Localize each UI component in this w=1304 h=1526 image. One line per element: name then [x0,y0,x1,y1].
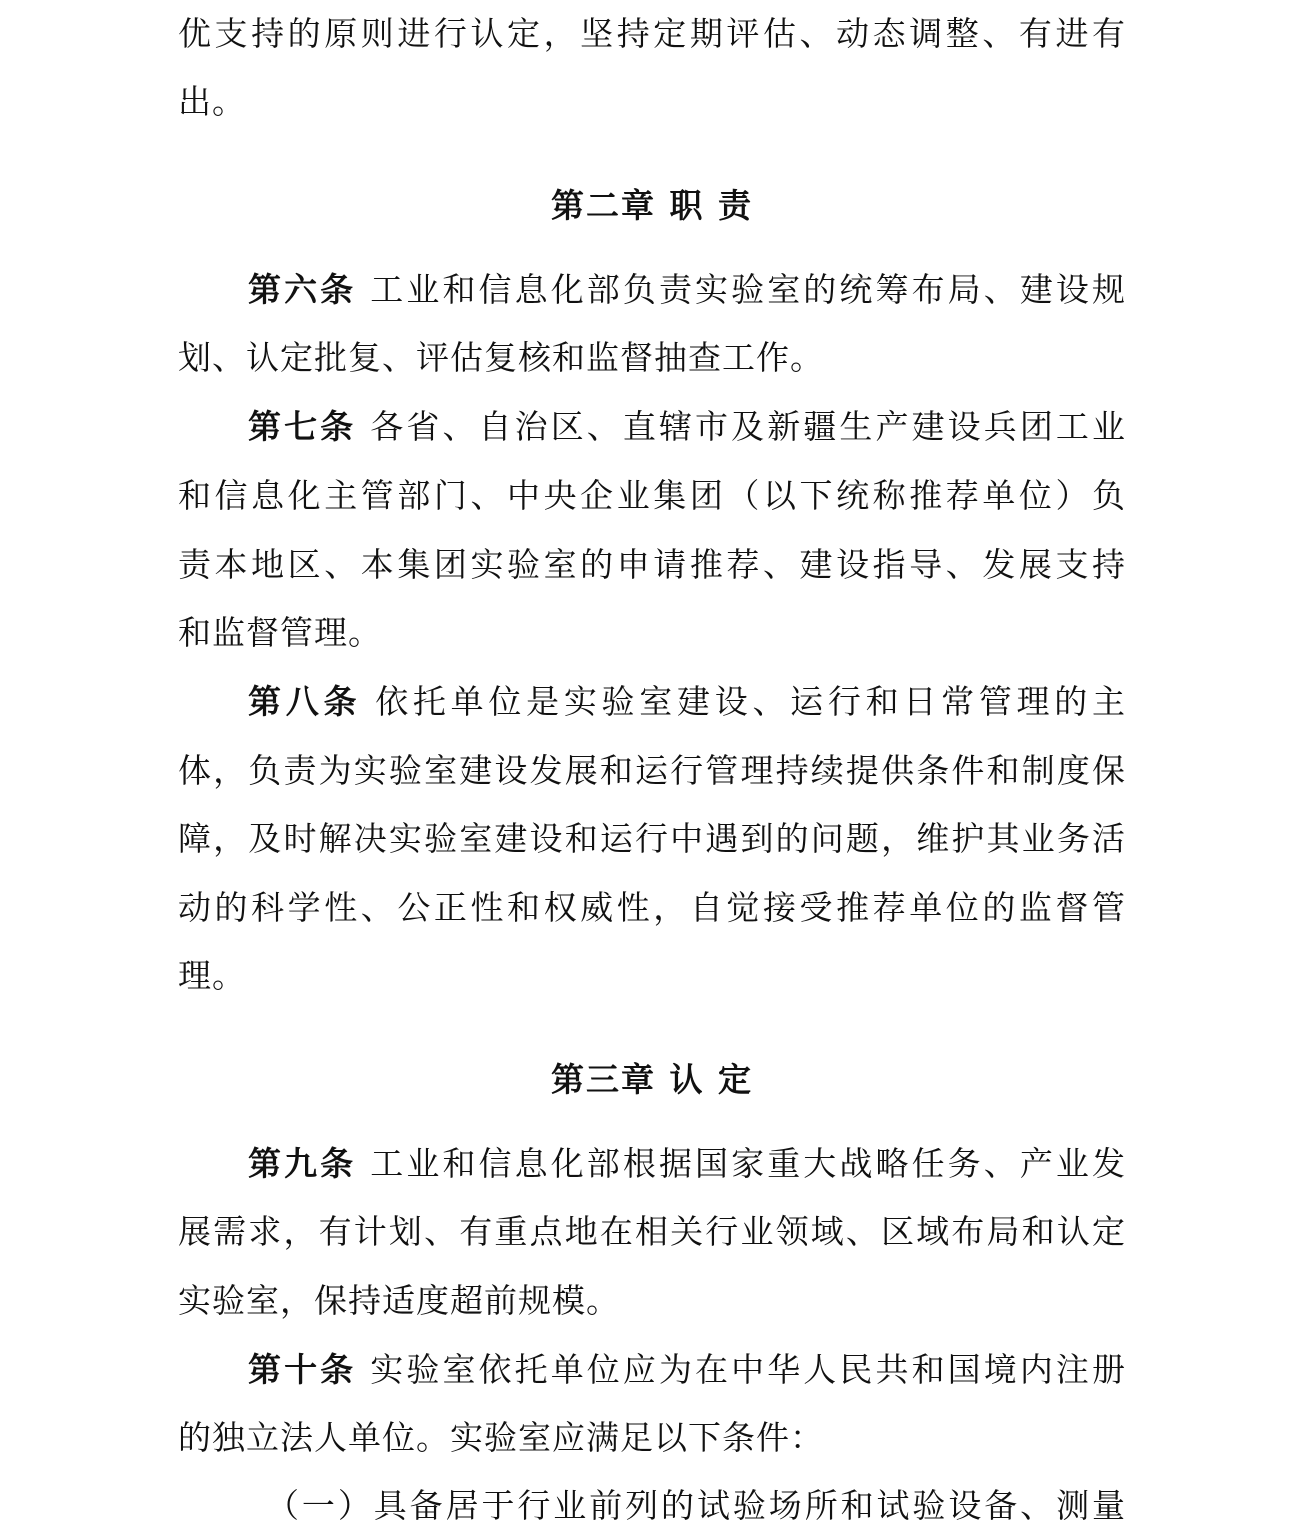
article-10-line [178,1350,1126,1390]
article-8-line [178,682,1126,722]
paragraph-line: 体，负责为实验室建设发展和运行管理持续提供条件和制度保 [178,751,1126,790]
article-label: 第七条 [248,407,357,446]
article-label: 第八条 [248,682,362,721]
article-label: 第九条 [248,1144,357,1183]
article-text: 各省、自治区、直辖市及新疆生产建设兵团工业 [370,407,1127,446]
paragraph-line: 出。 [178,82,246,121]
paragraph-line: 展需求，有计划、有重点地在相关行业领域、区域布局和认定 [178,1212,1126,1251]
paragraph-line: 障，及时解决实验室建设和运行中遇到的问题，维护其业务活 [178,819,1126,858]
paragraph-line: 责本地区、本集团实验室的申请推荐、建设指导、发展支持 [178,545,1126,584]
article-label: 第六条 [248,270,357,309]
article-text: 工业和信息化部负责实验室的统筹布局、建设规 [370,270,1127,309]
paragraph-line: 和监督管理。 [178,613,382,652]
paragraph-line: 理。 [178,956,246,995]
chapter-heading: 第二章 职 责 [551,186,753,225]
article-text: 工业和信息化部根据国家重大战略任务、产业发 [370,1144,1127,1183]
paragraph-line: 和信息化主管部门、中央企业集团（以下统称推荐单位）负 [178,476,1126,515]
article-label: 第十条 [248,1350,357,1389]
paragraph-line: 划、认定批复、评估复核和监督抽查工作。 [178,338,824,377]
paragraph-line: 的独立法人单位。实验室应满足以下条件： [178,1418,824,1457]
chapter-heading: 第三章 认 定 [551,1060,753,1099]
paragraph-line: 实验室，保持适度超前规模。 [178,1281,620,1320]
article-7-line [178,407,1126,447]
article-9-line [178,1144,1126,1184]
paragraph-line: 优支持的原则进行认定，坚持定期评估、动态调整、有进有 [178,14,1126,53]
paragraph-line: 动的科学性、公正性和权威性，自觉接受推荐单位的监督管 [178,888,1126,927]
list-item: （一）具备居于行业前列的试验场所和试验设备、测量 [266,1486,1126,1525]
article-text: 实验室依托单位应为在中华人民共和国境内注册 [370,1350,1127,1389]
article-6-line [178,270,1126,310]
article-text: 依托单位是实验室建设、运行和日常管理的主 [375,682,1127,721]
